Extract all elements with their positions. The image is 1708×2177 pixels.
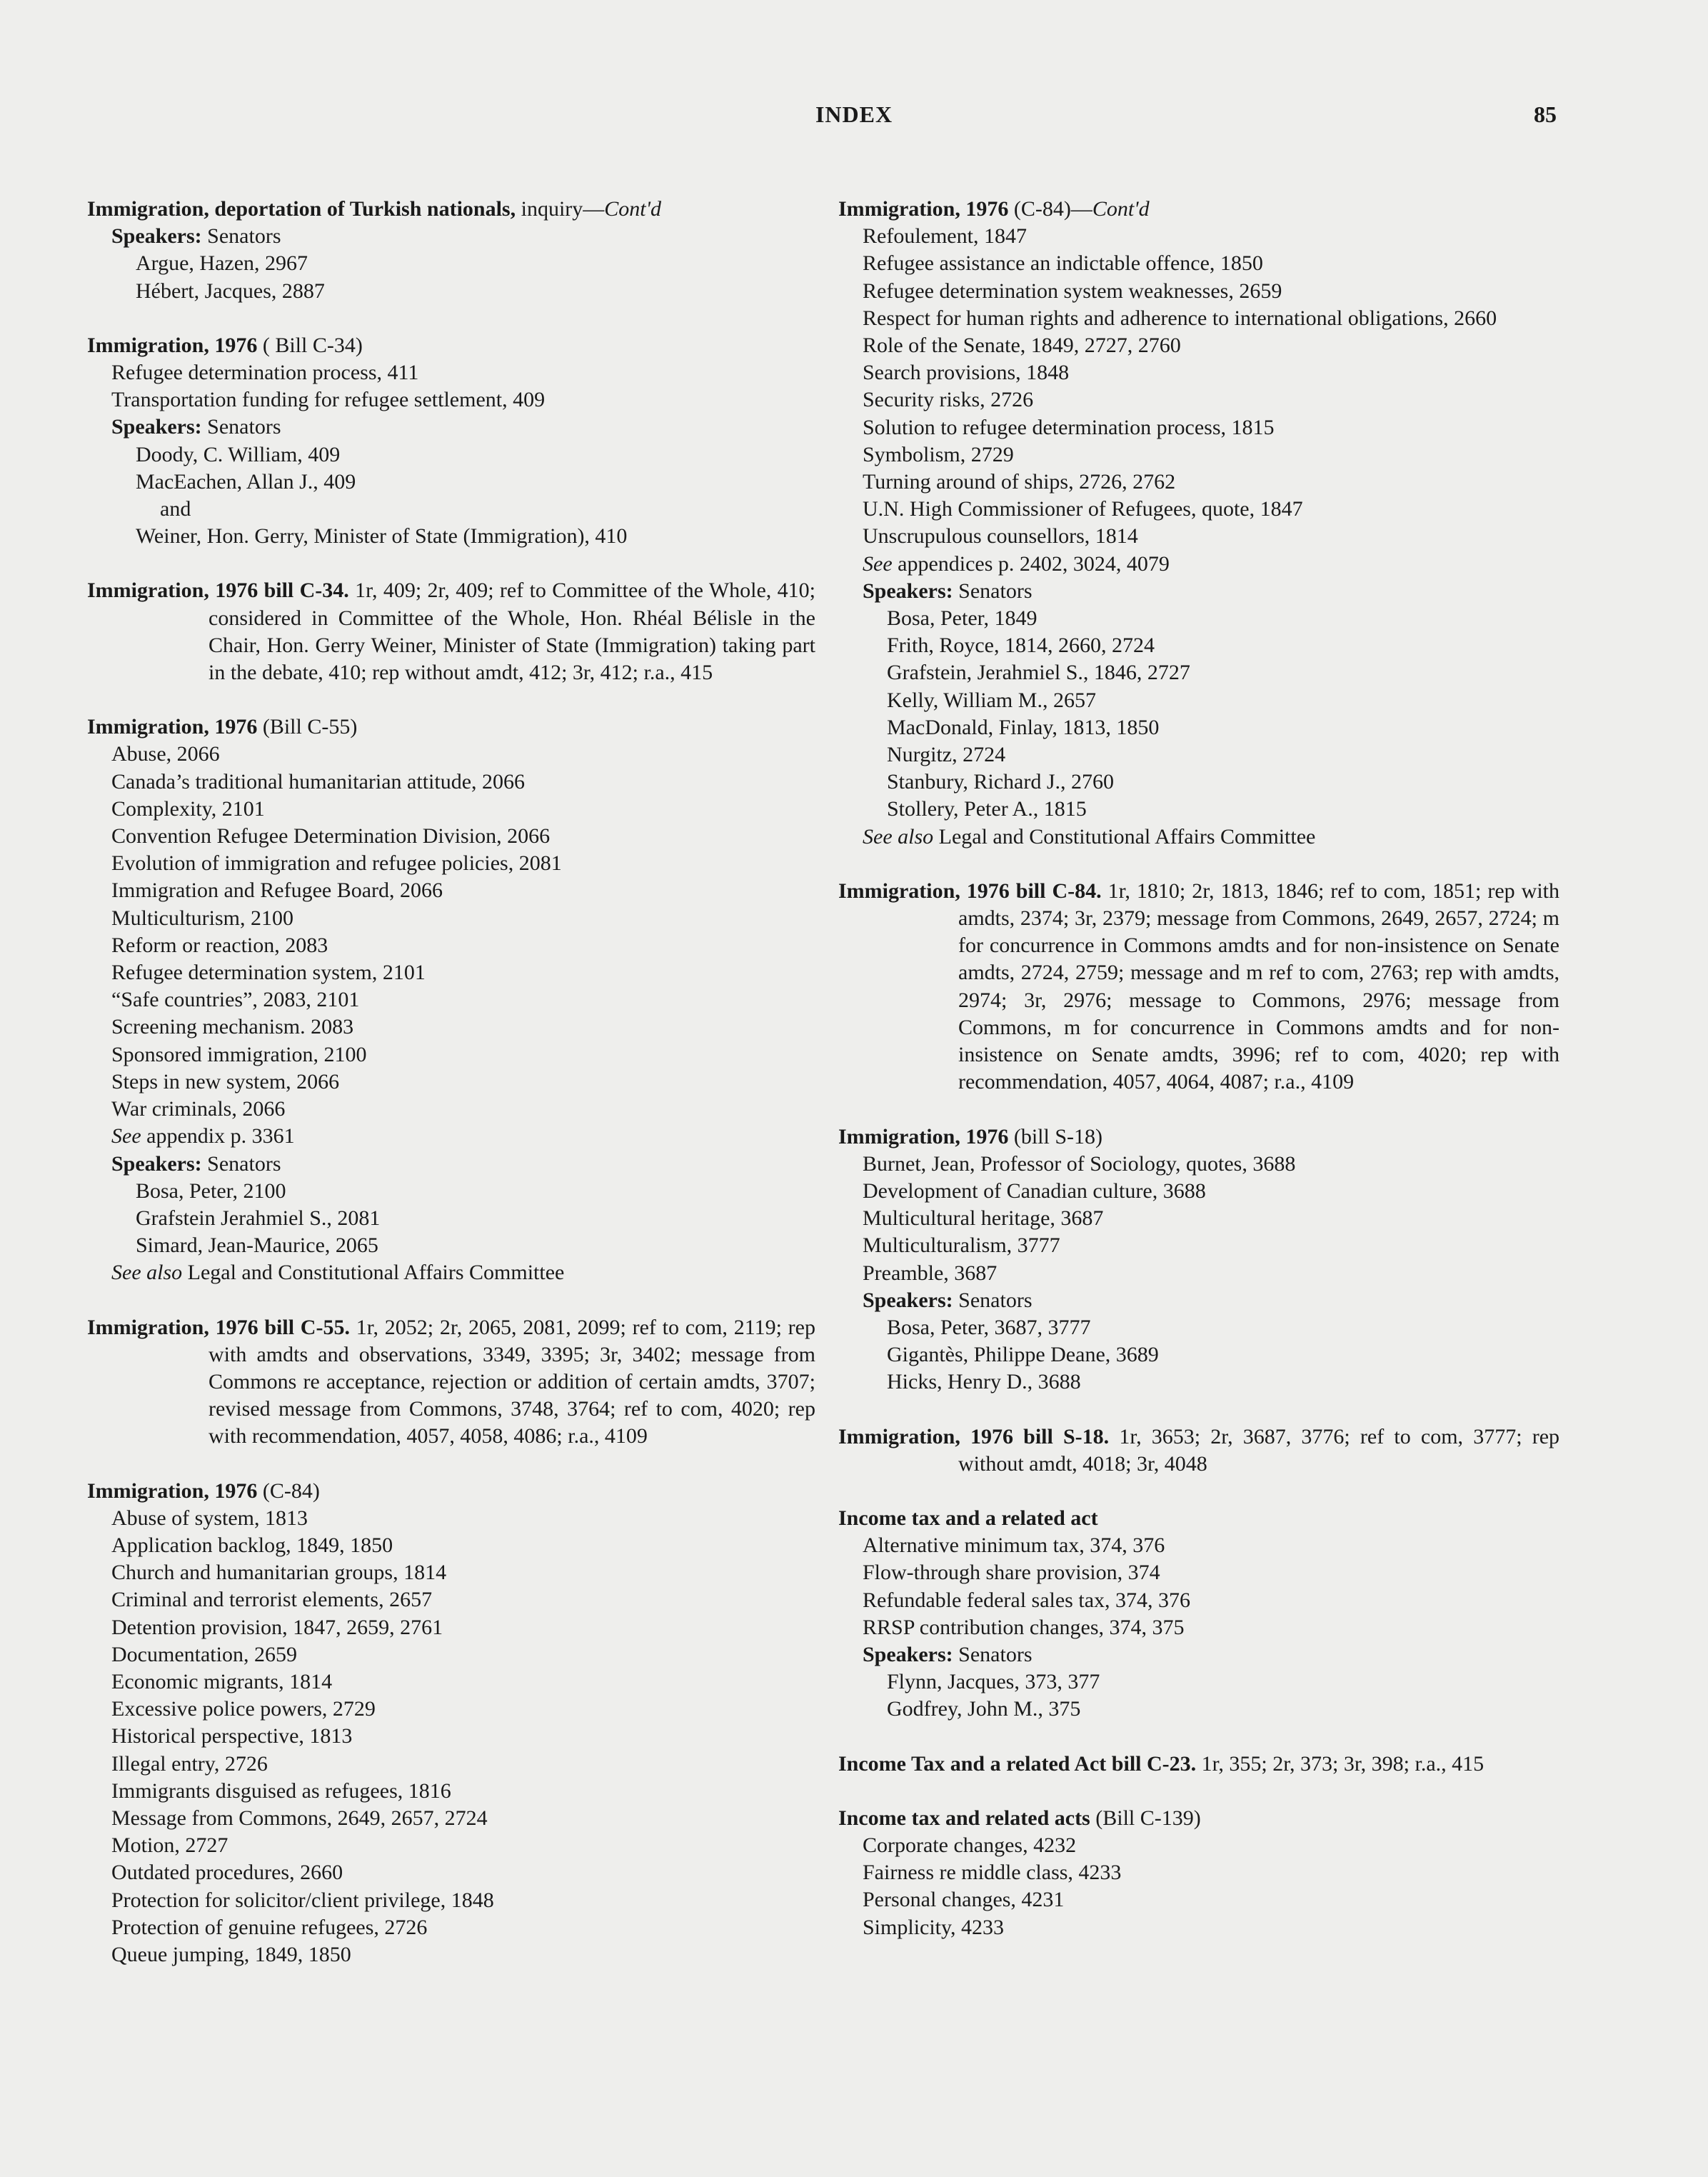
left-column	[87, 196, 815, 1996]
subentry: Simplicity, 4233	[863, 1915, 1005, 1939]
subentry: Symbolism, 2729	[863, 442, 1014, 466]
speaker-name: MacDonald, Finlay, 1813, 1850	[887, 715, 1160, 739]
heading-text: inquiry—	[516, 197, 605, 221]
subentry: Protection of genuine refugees, 2726	[111, 1915, 428, 1939]
subentry: Abuse, 2066	[111, 742, 220, 766]
heading-bold: Immigration, deportation of Turkish nationals,	[87, 197, 516, 221]
speaker-name: Doody, C. William, 409	[136, 442, 341, 466]
subentry: Church and humanitarian groups, 1814	[111, 1561, 447, 1585]
subentry: Steps in new system, 2066	[111, 1069, 340, 1093]
subentry: Message from Commons, 2649, 2657, 2724	[111, 1806, 488, 1830]
subentry: Alternative minimum tax, 374, 376	[863, 1533, 1165, 1558]
subentry: Preamble, 3687	[863, 1261, 998, 1285]
page-number: 85	[1534, 101, 1557, 127]
subentry: Respect for human rights and adherence to international obligations, 2660	[863, 306, 1497, 330]
subentry: Canada’s traditional humanitarian attitude, 2066	[111, 769, 526, 794]
bill-entry: Income Tax and a related Act bill C-23. 1r, 355; 2r, 373; 3r, 398; r.a., 415	[838, 1751, 1485, 1776]
subentry: Multicultural heritage, 3687	[863, 1206, 1104, 1231]
subentry: Turning around of ships, 2726, 2762	[863, 470, 1176, 494]
index-entry	[87, 196, 815, 305]
and-conjunction: and	[160, 497, 191, 521]
subentry: “Safe countries”, 2083, 2101	[111, 988, 360, 1012]
bill-entry: Immigration, 1976 bill C-84. 1r, 1810; 2r, 1813, 1846; ref to com, 1851; rep with amdts, 2374; 3r, 2379; message from Commons, 2649, 2657, 2724; m for concurrence in Commons amdts and for non-insistence on Senate amdts, 2724, 2759; message and m ref to com, 2763; rep with amdts, 2974; 3r, 2976; message to Commons, 2976; message from Commons, m for concurrence in Commons amdts and for non-insistence on Senate amdts, 3996; ref to com, 4020; rep with recommendation, 4057, 4064, 4087; r.a., 4109	[838, 879, 1559, 1094]
subentry: Economic migrants, 1814	[111, 1669, 333, 1693]
subentry: U.N. High Commissioner of Refugees, quote, 1847	[863, 497, 1303, 521]
speaker-name: Godfrey, John M., 375	[887, 1697, 1081, 1721]
speakers-label: Speakers: Senators	[863, 1288, 1033, 1312]
index-entry	[838, 1505, 1559, 1723]
heading-italic: Cont'd	[604, 197, 662, 221]
subentry: Evolution of immigration and refugee policies, 2081	[111, 851, 562, 876]
page-header	[0, 101, 1708, 130]
subentry: Motion, 2727	[111, 1833, 228, 1858]
index-entry	[87, 332, 815, 551]
speakers-label: Speakers: Senators	[111, 1151, 281, 1176]
index-entry	[838, 1123, 1559, 1396]
speaker-name: Frith, Royce, 1814, 2660, 2724	[887, 634, 1155, 658]
subentry: Immigrants disguised as refugees, 1816	[111, 1778, 451, 1803]
subentry: Multiculturism, 2100	[111, 906, 293, 930]
speaker-name: Hébert, Jacques, 2887	[136, 279, 325, 303]
subentry: Screening mechanism. 2083	[111, 1015, 354, 1039]
subentry: Refugee determination system, 2101	[111, 961, 426, 985]
subentry: Sponsored immigration, 2100	[111, 1042, 367, 1066]
subentry: Convention Refugee Determination Division, 2066	[111, 824, 551, 849]
subentry: Excessive police powers, 2729	[111, 1697, 376, 1721]
subentry: Application backlog, 1849, 1850	[111, 1533, 393, 1557]
speaker-name: Hicks, Henry D., 3688	[887, 1370, 1081, 1394]
speakers-label: Speakers: Senators	[863, 579, 1033, 603]
index-entry	[838, 1805, 1559, 1941]
subentry: Illegal entry, 2726	[111, 1751, 268, 1776]
speaker-name: Grafstein, Jerahmiel S., 1846, 2727	[887, 661, 1190, 685]
subentry: Refundable federal sales tax, 374, 376	[863, 1588, 1191, 1612]
entry-heading: Immigration, 1976 (C-84)—Cont'd	[838, 197, 1150, 221]
subentry: Burnet, Jean, Professor of Sociology, quotes, 3688	[863, 1151, 1296, 1176]
subentry: Immigration and Refugee Board, 2066	[111, 879, 443, 903]
subentry: Detention provision, 1847, 2659, 2761	[111, 1615, 443, 1639]
subentry: Protection for solicitor/client privilege, 1848	[111, 1888, 494, 1912]
speaker-name: MacEachen, Allan J., 409	[136, 469, 356, 494]
speaker-name: Bosa, Peter, 2100	[136, 1178, 286, 1203]
subentry: War criminals, 2066	[111, 1097, 286, 1121]
subentry: Fairness re middle class, 4233	[863, 1861, 1122, 1885]
subentry: Development of Canadian culture, 3688	[863, 1178, 1206, 1203]
speaker-name: Simard, Jean-Maurice, 2065	[136, 1233, 378, 1258]
speaker-name: Gigantès, Philippe Deane, 3689	[887, 1343, 1159, 1367]
subentry: Outdated procedures, 2660	[111, 1861, 343, 1885]
entry-heading: Immigration, 1976 ( Bill C-34)	[87, 333, 363, 357]
bill-entry: Immigration, 1976 bill S-18. 1r, 3653; 2r, 3687, 3776; ref to com, 3777; rep without amdt, 4018; 3r, 4048	[838, 1424, 1560, 1476]
subentry: Refugee determination system weaknesses, 2659	[863, 279, 1282, 303]
speaker-name: Kelly, William M., 2657	[887, 688, 1096, 712]
see-reference: See appendices p. 2402, 3024, 4079	[863, 551, 1170, 576]
subentry: Documentation, 2659	[111, 1642, 297, 1666]
speaker-name: Weiner, Hon. Gerry, Minister of State (Immigration), 410	[136, 524, 628, 549]
subentry: Queue jumping, 1849, 1850	[111, 1942, 351, 1966]
speaker-name: Bosa, Peter, 3687, 3777	[887, 1315, 1091, 1339]
subentry: Criminal and terrorist elements, 2657	[111, 1588, 433, 1612]
subentry: Flow-through share provision, 374	[863, 1561, 1160, 1585]
entry-heading: Immigration, 1976 (C-84)	[87, 1478, 320, 1503]
subentry: Search provisions, 1848	[863, 361, 1070, 385]
speakers-label: Speakers: Senators	[111, 224, 281, 249]
right-column	[838, 196, 1559, 1968]
speaker-name: Nurgitz, 2724	[887, 743, 1006, 767]
bill-entry: Immigration, 1976 bill C-55. 1r, 2052; 2r, 2065, 2081, 2099; ref to com, 2119; rep with amdts and observations, 3349, 3395; 3r, 3402; message from Commons re acceptance, rejection or addition of certain amdts, 3707; revised message from Commons, 3748, 3764; ref to com, 4020; rep with recommendation, 4057, 4058, 4086; r.a., 4109	[87, 1315, 815, 1448]
speaker-name: Stollery, Peter A., 1815	[887, 797, 1087, 821]
subentry: RRSP contribution changes, 374, 375	[863, 1615, 1185, 1639]
speaker-name: Stanbury, Richard J., 2760	[887, 770, 1115, 794]
entry-heading: Income tax and related acts (Bill C-139)	[838, 1806, 1201, 1830]
subentry: Reform or reaction, 2083	[111, 933, 328, 957]
entry-heading: Immigration, 1976 (Bill C-55)	[87, 715, 358, 739]
index-entry	[838, 196, 1559, 851]
subentry: Abuse of system, 1813	[111, 1506, 308, 1530]
entry-heading	[87, 196, 815, 223]
subentry: Personal changes, 4231	[863, 1888, 1065, 1912]
subentry: Role of the Senate, 1849, 2727, 2760	[863, 334, 1181, 358]
see-also-reference: See also Legal and Constitutional Affairs Committee	[863, 824, 1316, 849]
subentry: Unscrupulous counsellors, 1814	[863, 524, 1138, 549]
subentry: Transportation funding for refugee settlement, 409	[111, 388, 546, 412]
see-also-reference: See also Legal and Constitutional Affairs Committee	[111, 1261, 565, 1285]
subentry: Refoulement, 1847	[863, 224, 1027, 249]
speaker-name: Flynn, Jacques, 373, 377	[887, 1670, 1100, 1694]
subentry: Security risks, 2726	[863, 388, 1034, 412]
subentry: Multiculturalism, 3777	[863, 1233, 1060, 1258]
speakers-label: Speakers: Senators	[863, 1642, 1033, 1666]
bill-entry: Immigration, 1976 bill C-34. 1r, 409; 2r, 409; ref to Committee of the Whole, 410; considered in Committee of the Whole, Hon. Rhéal Bélisle in the Chair, Hon. Gerry Weiner, Minister of State (Immigration) taking part in the debate, 410; rep without amdt, 412; 3r, 412; r.a., 415	[87, 579, 816, 685]
speaker-name: Grafstein Jerahmiel S., 2081	[136, 1206, 381, 1230]
subentry: Historical perspective, 1813	[111, 1724, 353, 1748]
subentry: Refugee determination process, 411	[111, 361, 419, 385]
subentry: Complexity, 2101	[111, 796, 265, 821]
entry-heading: Income tax and a related act	[838, 1506, 1098, 1530]
subentry: Corporate changes, 4232	[863, 1833, 1077, 1857]
speakers-label: Speakers: Senators	[111, 415, 281, 439]
running-title: INDEX	[815, 101, 893, 127]
index-entry	[87, 714, 815, 1286]
index-entry	[87, 1478, 815, 1969]
see-reference: See appendix p. 3361	[111, 1124, 295, 1148]
speaker-name: Argue, Hazen, 2967	[136, 251, 308, 276]
entry-heading: Immigration, 1976 (bill S-18)	[838, 1124, 1102, 1148]
subentry: Solution to refugee determination process, 1815	[863, 415, 1275, 439]
subentry: Refugee assistance an indictable offence, 1850	[863, 251, 1263, 276]
speaker-name: Bosa, Peter, 1849	[887, 606, 1038, 631]
